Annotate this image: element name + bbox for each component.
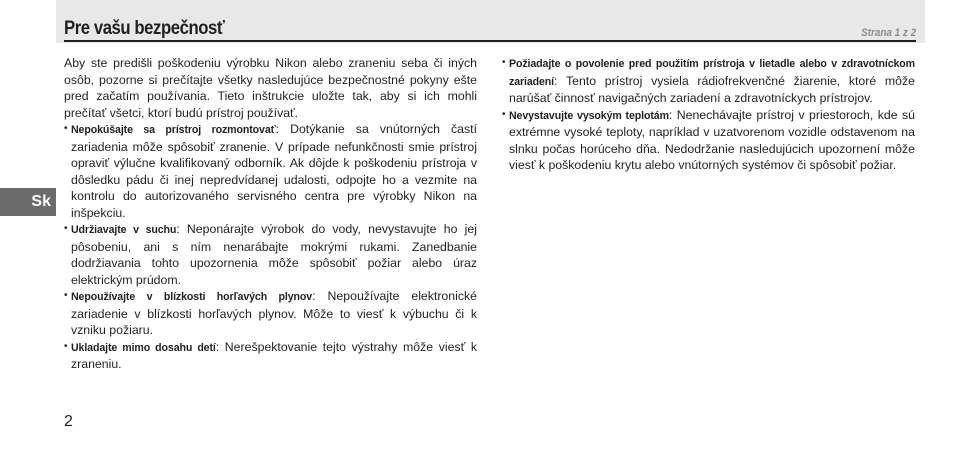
warning-item-flammable-gas [64, 288, 477, 339]
warning-text: : Nerešpektovanie tejto výstrahy môže viesť k zraneniu. [71, 339, 477, 371]
warning-item-aircraft-hospital [502, 55, 915, 107]
warning-term: Nepokúšajte sa prístroj rozmontovať [71, 124, 276, 136]
page-title: Pre vašu bezpečnosť [64, 18, 225, 39]
warning-item-children [64, 339, 477, 373]
warning-term: Požiadajte o povolenie pred použitím prístroja v lietadle alebo v zdravotníckom zariadení [509, 58, 915, 88]
left-column [64, 55, 477, 373]
right-column [502, 55, 915, 174]
intro-paragraph: Aby ste predišli poškodeniu výrobku Nikon alebo zraneniu seba či iných osôb, pozorne si prečítajte všetky nasledujúce bezpečnostné pokyny ešte pred začatím používania. Tieto inštrukcie uložte tak, aby si ich mohli prečítať všetci, ktorí budú prístroj používať. [64, 56, 477, 120]
warning-item-keep-dry [64, 221, 477, 288]
left-warning-list [64, 121, 477, 373]
warning-item-high-temperature [502, 107, 915, 174]
warning-term: Nepoužívajte v blízkosti horľavých plynov [71, 291, 313, 303]
right-warning-list [502, 55, 915, 174]
warning-text: : Nepoužívajte elektronické zariadenie v blízkosti horľavých plynov. Môže to viesť k výbuchu či k vzniku požiaru. [71, 289, 477, 337]
page-reference: Strana 1 z 2 [860, 27, 916, 39]
warning-item-disassemble [64, 121, 477, 221]
warning-text: : Dotýkanie sa vnútorných častí zariadenia môže spôsobiť zranenie. V prípade nefunkčnosti smie prístroj opraviť výlučne kvalifikovaný odborník. Ak dôjde k poškodeniu prístroja v dôsledku pádu či inej nepredvídanej udalosti, odpojte ho a vezmite na kontrolu do autorizovaného servisného centra pre výrobky Nikon na inšpekciu. [71, 122, 477, 220]
header-rule [64, 40, 916, 42]
warning-text: : Nenechávajte prístroj v priestoroch, kde sú extrémne vysoké teploty, napríklad v uzatvorenom vozidle odstavenom na slnku počas horúceho dňa. Nedodržanie nasledujúcich upozornení môže viesť k poškodeniu krytu alebo vnútorných systémov či spôsobiť požiar. [509, 107, 915, 172]
warning-term: Udržiavajte v suchu [71, 224, 177, 236]
warning-term: Nevystavujte vysokým teplotám [509, 109, 669, 122]
warning-term: Ukladajte mimo dosahu detí [71, 341, 216, 354]
language-tab: Sk [0, 188, 56, 216]
warning-text: : Tento prístroj vysiela rádiofrekvenčné žiarenie, ktoré môže narúšať činnosť navigačných zariadení a zdravotníckych prístrojov. [509, 73, 915, 105]
warning-text: : Neponárajte výrobok do vody, nevystavujte ho jej pôsobeniu, ani s ním nenarábajte mokrými rukami. Zanedbanie dodržiavania tohto upozornenia môže spôsobiť požiar alebo úraz elektrickým prúdom. [71, 222, 477, 287]
page-number: 2 [64, 413, 73, 430]
